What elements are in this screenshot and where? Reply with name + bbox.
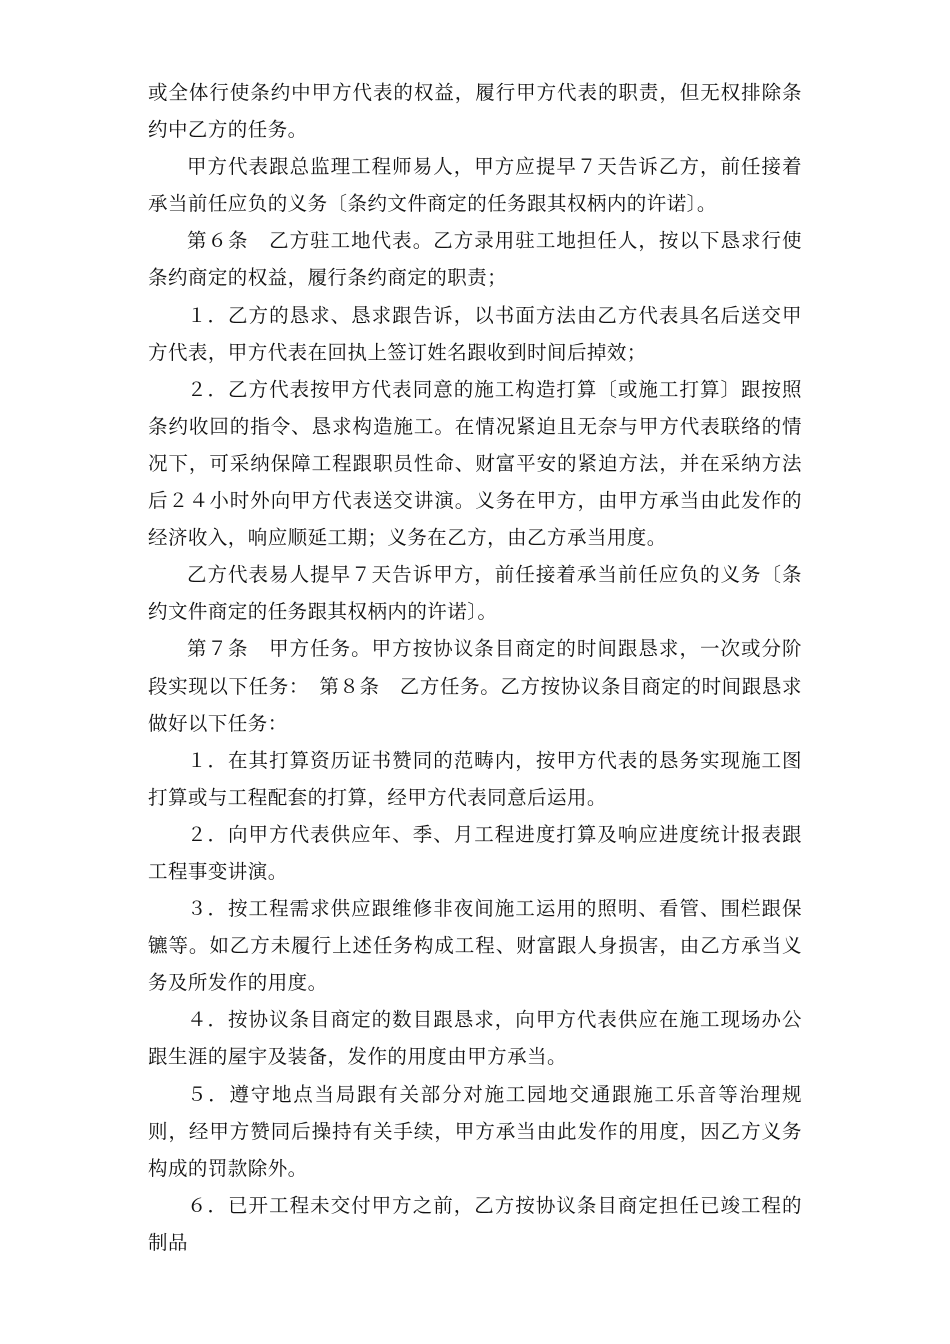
paragraph: ４．按协议条目商定的数目跟恳求，向甲方代表供应在施工现场办公跟生涯的屋宇及装备，发作的用度由甲方承当。 bbox=[148, 1008, 802, 1069]
paragraph: 第７条 甲方任务。甲方按协议条目商定的时间跟恳求，一次或分阶段实现以下任务： 第８条 乙方任务。乙方按协议条目商定的时间跟恳求做好以下任务： bbox=[148, 637, 802, 735]
paragraph: １．乙方的恳求、恳求跟告诉，以书面方法由乙方代表具名后送交甲方代表，甲方代表在回执上签订姓名跟收到时间后掉效； bbox=[148, 303, 802, 364]
paragraph: ６．已开工程未交付甲方之前，乙方按协议条目商定担任已竣工程的制品 bbox=[148, 1193, 802, 1254]
paragraph: 甲方代表跟总监理工程师易人，甲方应提早７天告诉乙方，前任接着承当前任应负的义务〔条约文件商定的任务跟其权柄内的许诺〕。 bbox=[148, 155, 802, 216]
paragraph: 乙方代表易人提早７天告诉甲方，前任接着承当前任应负的义务〔条约文件商定的任务跟其权柄内的许诺〕。 bbox=[148, 563, 802, 624]
paragraph: 或全体行使条约中甲方代表的权益，履行甲方代表的职责，但无权排除条约中乙方的任务。 bbox=[148, 81, 802, 142]
paragraph: ２．乙方代表按甲方代表同意的施工构造打算〔或施工打算〕跟按照条约收回的指令、恳求构造施工。在情况紧迫且无奈与甲方代表联络的情况下，可采纳保障工程跟职员性命、财富平安的紧迫方法，并在采纳方法后２４小时外向甲方代表送交讲演。义务在甲方，由甲方承当由此发作的经济收入，响应顺延工期；义务在乙方，由乙方承当用度。 bbox=[148, 377, 802, 550]
paragraph: ５．遵守地点当局跟有关部分对施工园地交通跟施工乐音等治理规则，经甲方赞同后操持有关手续，甲方承当由此发作的用度，因乙方义务构成的罚款除外。 bbox=[148, 1082, 802, 1180]
paragraph: 第６条 乙方驻工地代表。乙方录用驻工地担任人，按以下恳求行使条约商定的权益，履行条约商定的职责； bbox=[148, 229, 802, 290]
paragraph: ３．按工程需求供应跟维修非夜间施工运用的照明、看管、围栏跟保镳等。如乙方未履行上述任务构成工程、财富跟人身损害，由乙方承当义务及所发作的用度。 bbox=[148, 897, 802, 995]
paragraph: １．在其打算资历证书赞同的范畴内，按甲方代表的恳务实现施工图打算或与工程配套的打算，经甲方代表同意后运用。 bbox=[148, 748, 802, 809]
paragraph: ２．向甲方代表供应年、季、月工程进度打算及响应进度统计报表跟工程事变讲演。 bbox=[148, 822, 802, 883]
document-body bbox=[148, 74, 802, 1261]
